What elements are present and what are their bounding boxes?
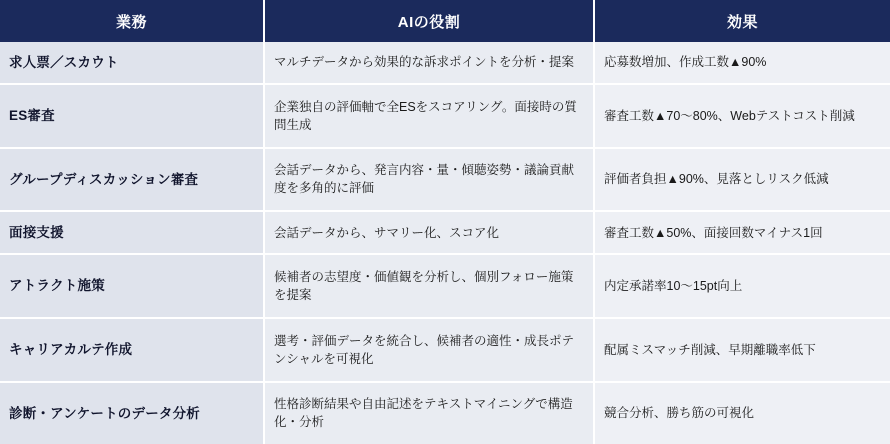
- cell-effect: 配属ミスマッチ削減、早期離職率低下: [594, 318, 890, 382]
- cell-effect: 審査工数▲50%、面接回数マイナス1回: [594, 211, 890, 254]
- cell-ai-role: 会話データから、サマリー化、スコア化: [264, 211, 594, 254]
- cell-task: ES審査: [0, 84, 264, 148]
- cell-task: 診断・アンケートのデータ分析: [0, 382, 264, 444]
- cell-ai-role: 選考・評価データを統合し、候補者の適性・成長ポテンシャルを可視化: [264, 318, 594, 382]
- cell-effect: 審査工数▲70〜80%、Webテストコスト削減: [594, 84, 890, 148]
- column-header-effect: 効果: [594, 0, 890, 42]
- header-row: [0, 0, 890, 42]
- cell-task: アトラクト施策: [0, 254, 264, 318]
- cell-ai-role: 性格診断結果や自由記述をテキストマイニングで構造化・分析: [264, 382, 594, 444]
- table-row: [0, 318, 890, 382]
- cell-effect: 内定承諾率10〜15pt向上: [594, 254, 890, 318]
- cell-ai-role: 会話データから、発言内容・量・傾聴姿勢・議論貢献度を多角的に評価: [264, 148, 594, 212]
- table-row: [0, 148, 890, 212]
- cell-effect: 競合分析、勝ち筋の可視化: [594, 382, 890, 444]
- table-row: [0, 42, 890, 84]
- cell-task: 求人票／スカウト: [0, 42, 264, 84]
- cell-effect: 応募数増加、作成工数▲90%: [594, 42, 890, 84]
- cell-task: キャリアカルテ作成: [0, 318, 264, 382]
- column-header-task: 業務: [0, 0, 264, 42]
- cell-task: 面接支援: [0, 211, 264, 254]
- cell-task: グループディスカッション審査: [0, 148, 264, 212]
- cell-ai-role: マルチデータから効果的な訴求ポイントを分析・提案: [264, 42, 594, 84]
- column-header-ai-role: AIの役割: [264, 0, 594, 42]
- table-row: [0, 211, 890, 254]
- table-row: [0, 254, 890, 318]
- table-row: [0, 84, 890, 148]
- cell-effect: 評価者負担▲90%、見落としリスク低減: [594, 148, 890, 212]
- table-header: [0, 0, 890, 42]
- table-body: [0, 42, 890, 444]
- table-row: [0, 382, 890, 444]
- cell-ai-role: 候補者の志望度・価値観を分析し、個別フォロー施策を提案: [264, 254, 594, 318]
- cell-ai-role: 企業独自の評価軸で全ESをスコアリング。面接時の質問生成: [264, 84, 594, 148]
